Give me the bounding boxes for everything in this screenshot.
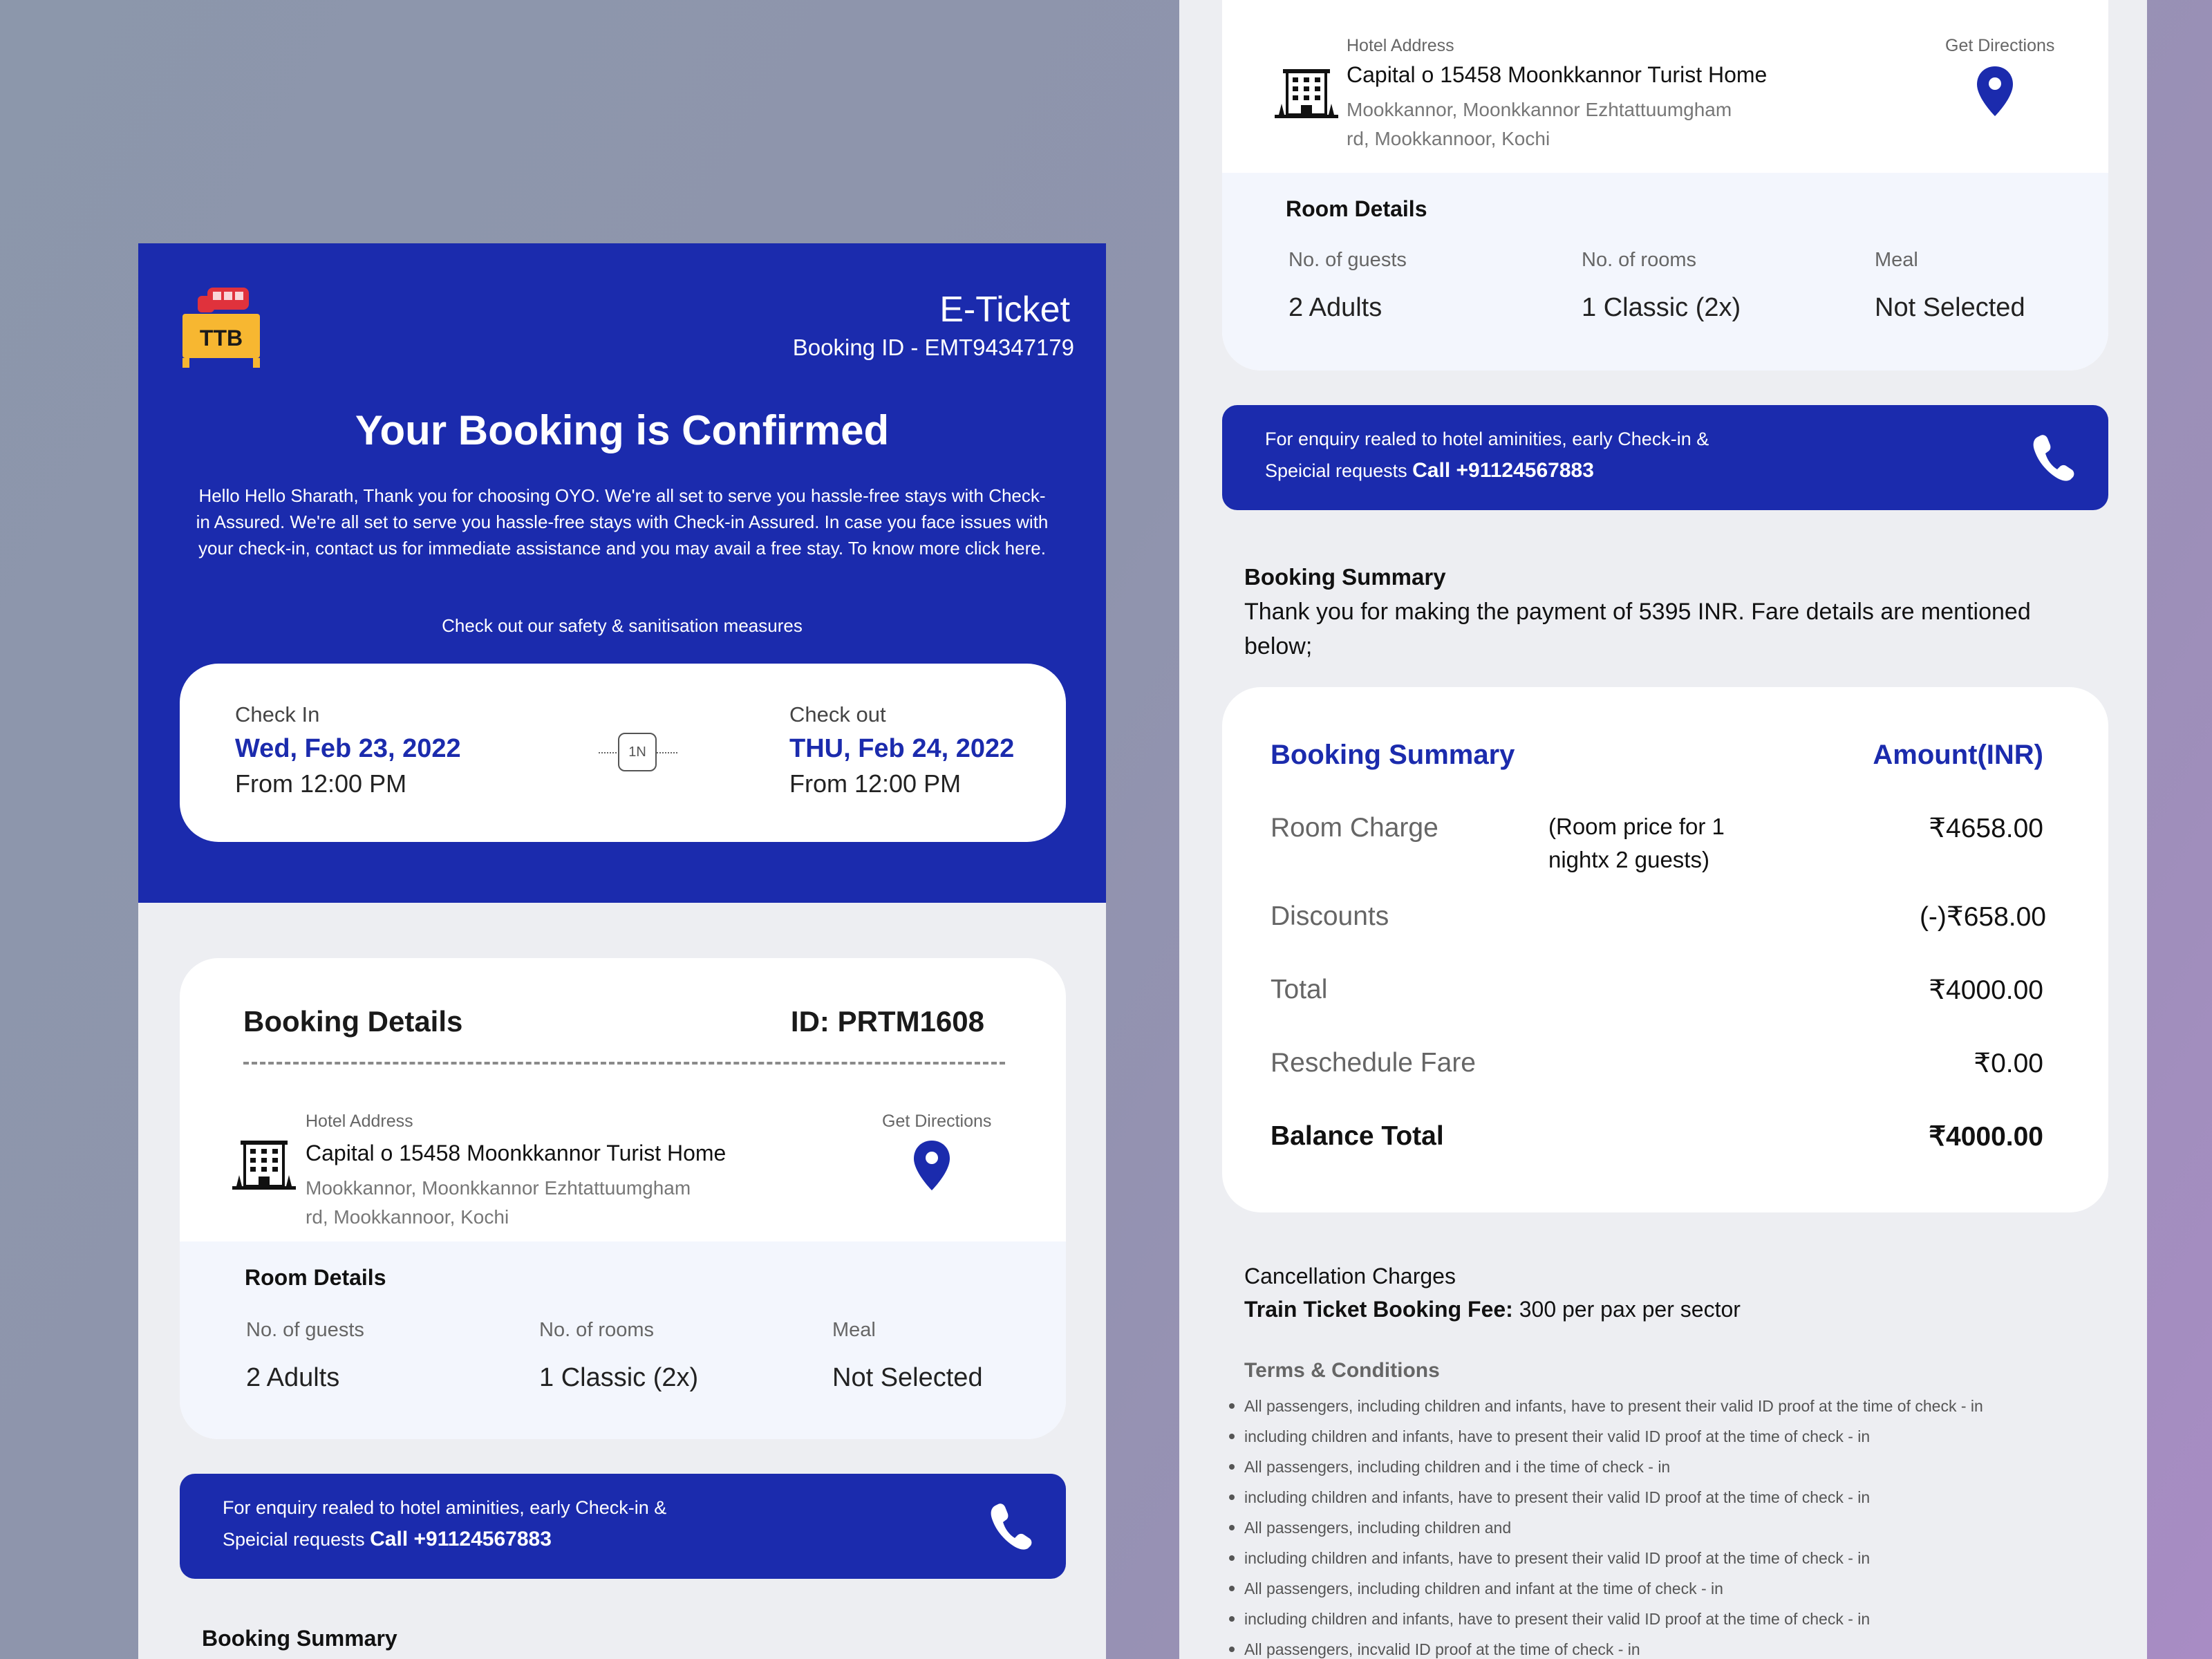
hotel-address-label: Hotel Address [306, 1112, 413, 1131]
total-label: Total [1271, 975, 1328, 1004]
enquiry-line2 [223, 1524, 666, 1555]
terms-item: including children and infants, have to present their valid ID proof at the time of check - in [1228, 1482, 2126, 1512]
hotel-address-label: Hotel Address [1347, 36, 1454, 55]
balance-total-amount: ₹4000.00 [1929, 1122, 2043, 1152]
eticket-title: E-Ticket [939, 290, 1070, 330]
guests-label: No. of guests [1288, 249, 1407, 271]
room-charge-note [1548, 810, 1725, 877]
terms-item: All passengers, including children and infants, have to present their valid ID proof at the time of check - in [1228, 1391, 2126, 1421]
hotel-address [1347, 95, 1732, 153]
discounts-amount: (-)₹658.00 [1919, 902, 2046, 932]
phone-icon[interactable] [988, 1501, 1033, 1550]
meal-label: Meal [1875, 249, 1918, 271]
stay-dates-card [180, 664, 1066, 842]
room-details-section [180, 1241, 1066, 1439]
ttb-logo-icon [180, 283, 263, 368]
fare-summary-card [1222, 687, 2108, 1212]
booking-id: Booking ID - EMT94347179 [792, 335, 1074, 360]
confirmation-heading: Your Booking is Confirmed [355, 407, 890, 453]
rooms-label: No. of rooms [539, 1319, 654, 1341]
hotel-name: Capital o 15458 Moonkkannor Turist Home [1347, 62, 1768, 87]
hotel-address [306, 1174, 691, 1232]
booking-fee-label: Train Ticket Booking Fee: [1244, 1297, 1513, 1322]
terms-item: including children and infants, have to present their valid ID proof at the time of check - in [1228, 1543, 2126, 1573]
cancellation-charges [1244, 1259, 1741, 1326]
hotel-details-card [1222, 0, 2108, 371]
booking-details-title: Booking Details [243, 1005, 463, 1038]
terms-item: All passengers, including children and infant at the time of check - in [1228, 1573, 2126, 1604]
guests-value: 2 Adults [1288, 293, 1382, 322]
rooms-value: 1 Classic (2x) [1582, 293, 1741, 322]
cancellation-title: Cancellation Charges [1244, 1264, 1456, 1288]
enquiry-text [223, 1492, 666, 1555]
enquiry-prefix: Speicial requests [223, 1529, 365, 1550]
call-number-link[interactable]: Call +91124567883 [1412, 459, 1594, 482]
amount-header: Amount(INR) [1873, 740, 2043, 770]
welcome-message: Hello Hello Sharath, Thank you for choosing OYO. We're all set to serve you hassle-free stays with Check-in Assured. We're all set to serve you hassle-free stays with Check-in Assured. In case you face issues with your check-in, contact us for immediate assistance and you may avail a free stay. To know more click here. [196, 485, 1049, 559]
check-out-date: THU, Feb 24, 2022 [789, 734, 1015, 763]
terms-item: including children and infants, have to present their valid ID proof at the time of check - in [1228, 1421, 2126, 1452]
left-eticket-page [138, 243, 1106, 1659]
check-out-label: Check out [789, 702, 886, 727]
enquiry-text [1265, 423, 1709, 487]
get-directions-label[interactable]: Get Directions [882, 1112, 992, 1131]
room-details-section [1222, 173, 2108, 371]
rooms-label: No. of rooms [1582, 249, 1696, 271]
hotel-name: Capital o 15458 Moonkkannor Turist Home [306, 1141, 727, 1165]
balance-total-label: Balance Total [1271, 1121, 1444, 1151]
payment-summary-text: Thank you for making the payment of 5395 INR. Fare details are mentioned below; [1244, 599, 2031, 659]
hotel-address-line2: rd, Mookkannoor, Kochi [306, 1206, 509, 1228]
check-in-time: From 12:00 PM [235, 769, 407, 798]
enquiry-line1: For enquiry realed to hotel aminities, early Check-in & [223, 1497, 667, 1518]
room-charge-label: Room Charge [1271, 813, 1438, 843]
hotel-building-icon [232, 1139, 296, 1194]
total-amount: ₹4000.00 [1929, 975, 2043, 1005]
check-in-date: Wed, Feb 23, 2022 [235, 734, 461, 763]
location-pin-icon[interactable] [1976, 65, 2014, 118]
check-in-block [235, 702, 461, 798]
meal-label: Meal [832, 1319, 876, 1341]
booking-fee-value: 300 per pax per sector [1519, 1297, 1741, 1322]
room-charge-note-line1: (Room price for 1 [1548, 814, 1725, 839]
meal-value: Not Selected [1875, 293, 2025, 322]
nights-badge: 1N [618, 733, 657, 771]
payment-summary-intro [1244, 560, 2101, 664]
hotel-building-icon [1275, 68, 1338, 123]
phone-icon[interactable] [2031, 433, 2075, 481]
terms-list [1228, 1391, 2126, 1659]
hotel-address-line2: rd, Mookkannoor, Kochi [1347, 128, 1550, 149]
enquiry-banner [180, 1474, 1066, 1579]
hotel-address-line1: Mookkannor, Moonkkannor Ezhtattuumgham [306, 1177, 691, 1199]
room-charge-note-line2: nightx 2 guests) [1548, 847, 1709, 872]
location-pin-icon[interactable] [912, 1139, 951, 1192]
check-out-block [789, 702, 1014, 798]
left-booking-summary-title: Booking Summary [202, 1626, 397, 1651]
booking-details-id: ID: PRTM1608 [790, 1005, 984, 1038]
enquiry-line2 [1265, 455, 1709, 487]
call-number-link[interactable]: Call +91124567883 [370, 1528, 552, 1550]
get-directions-label[interactable]: Get Directions [1945, 36, 2055, 55]
enquiry-banner [1222, 405, 2108, 510]
check-out-time: From 12:00 PM [789, 769, 962, 798]
hotel-address-block [180, 958, 1066, 1248]
booking-details-card [180, 958, 1066, 1439]
terms-item: All passengers, including children and i the time of check - in [1228, 1452, 2126, 1482]
terms-title: Terms & Conditions [1244, 1359, 1440, 1382]
booking-fee-line [1244, 1293, 1741, 1326]
logo-text: TTB [199, 326, 243, 350]
meal-value: Not Selected [832, 1363, 983, 1392]
right-eticket-page [1179, 0, 2147, 1659]
hotel-address-line1: Mookkannor, Moonkkannor Ezhtattuumgham [1347, 99, 1732, 120]
check-in-label: Check In [235, 702, 320, 727]
hero-banner [138, 243, 1106, 903]
terms-item: including children and infants, have to present their valid ID proof at the time of check - in [1228, 1604, 2126, 1634]
room-details-title: Room Details [1286, 196, 1427, 221]
fare-summary-header: Booking Summary [1271, 740, 1515, 770]
guests-value: 2 Adults [246, 1363, 340, 1392]
terms-item: All passengers, incvalid ID proof at the time of check - in [1228, 1634, 2126, 1659]
rooms-value: 1 Classic (2x) [539, 1363, 699, 1392]
hotel-address-block-right [1222, 0, 2108, 173]
safety-measures-link[interactable]: Check out our safety & sanitisation measures [442, 615, 803, 636]
terms-item: All passengers, including children and [1228, 1512, 2126, 1543]
discounts-label: Discounts [1271, 901, 1389, 931]
enquiry-prefix: Speicial requests [1265, 460, 1407, 481]
reschedule-fare-amount: ₹0.00 [1974, 1049, 2043, 1078]
room-charge-amount: ₹4658.00 [1929, 814, 2043, 843]
reschedule-fare-label: Reschedule Fare [1271, 1048, 1476, 1078]
payment-summary-title: Booking Summary [1244, 564, 1446, 590]
guests-label: No. of guests [246, 1319, 364, 1341]
enquiry-line1: For enquiry realed to hotel aminities, early Check-in & [1265, 429, 1709, 449]
room-details-title: Room Details [245, 1265, 386, 1290]
